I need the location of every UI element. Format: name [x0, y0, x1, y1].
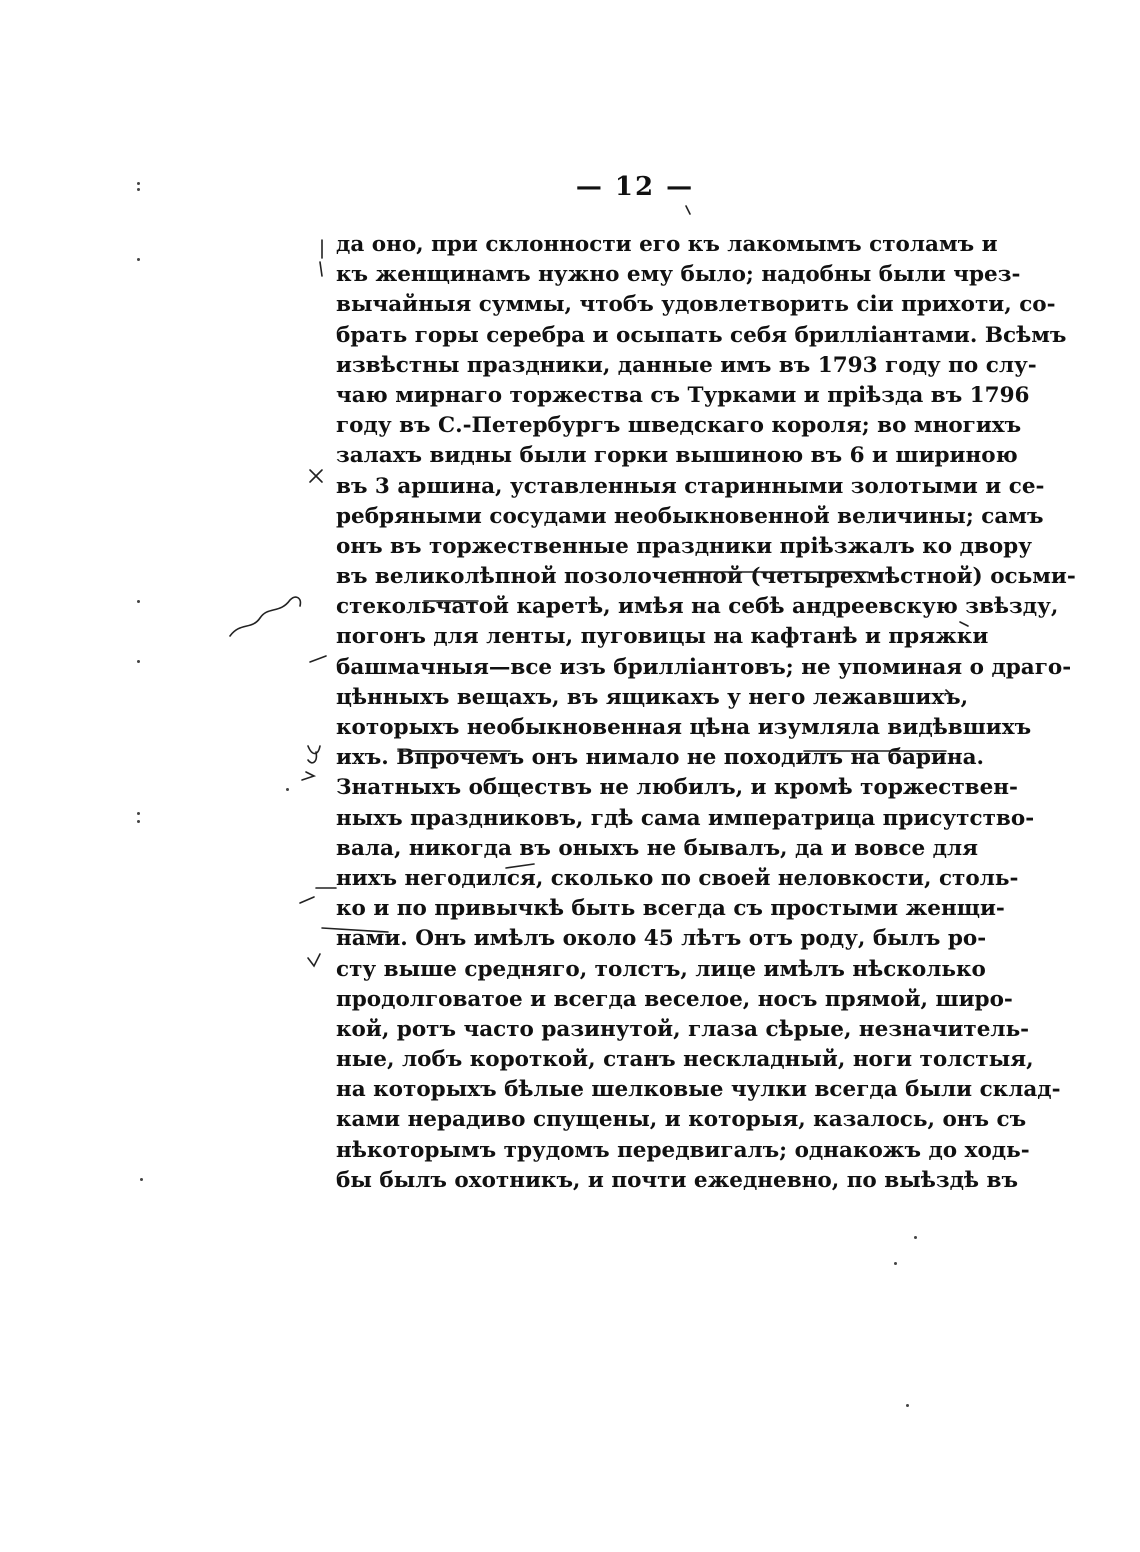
text-line: на которыхъ бѣлые шелковые чулки всегда были склад- — [336, 1077, 1061, 1103]
page-number: — 12 — — [575, 172, 695, 202]
dash-mark — [310, 656, 326, 662]
text-line: чаю мирнаго торжества съ Турками и пріѣзда въ 1796 — [336, 382, 1030, 408]
text-line: которыхъ необыкновенная цѣна изумляла видѣвшихъ — [336, 715, 1032, 740]
arrow-mark — [302, 772, 314, 780]
text-line: бы былъ охотникъ, и почти ежедневно, по выѣздѣ въ — [336, 1167, 1018, 1193]
strike-mark — [316, 888, 388, 932]
scribble-mark — [230, 597, 300, 636]
text-line: цѣнныхъ вещахъ, въ ящикахъ у него лежавшихъ, — [336, 684, 969, 710]
text-line: ные, лобъ короткой, станъ нескладный, ноги толстыя, — [336, 1047, 1034, 1073]
speck — [286, 788, 289, 791]
text-line: стекольчатой каретѣ, имѣя на себѣ андреевскую звѣзду, — [336, 594, 1059, 620]
speck — [137, 812, 140, 815]
strike-mark — [506, 864, 534, 868]
speck — [914, 1236, 917, 1239]
text-line: нами. Онъ имѣлъ около 45 лѣтъ отъ роду, былъ ро- — [336, 926, 987, 952]
text-line: въ 3 аршина, уставленныя старинными золотыми и се- — [336, 473, 1045, 499]
tick-mark — [946, 690, 950, 694]
text-line: ихъ. Впрочемъ онъ нимало не походилъ на барина. — [336, 745, 985, 771]
text-line: Знатныхъ обществъ не любилъ, и кромѣ торжествен- — [336, 775, 1018, 801]
text-line: ко и по привычкѣ быть всегда съ простыми женщи- — [336, 896, 1005, 922]
text-line: да оно, при склонности его къ лакомымъ столамъ и — [336, 232, 998, 257]
text-line: нѣкоторымъ трудомъ передвигалъ; однакожъ до ходь- — [336, 1137, 1030, 1163]
text-line: онъ въ торжественные праздники пріѣзжалъ ко двору — [336, 533, 1032, 559]
text-line: кой, ротъ часто разинутой, глаза сѣрые, незначитель- — [336, 1016, 1030, 1042]
text-line: ныхъ праздниковъ, гдѣ сама императрица присутство- — [336, 805, 1035, 831]
text-line: вала, никогда въ оныхъ не бывалъ, да и вовсе для — [336, 835, 979, 861]
speck — [137, 660, 140, 663]
text-line: брать горы серебра и осыпать себя брилліантами. Всѣмъ — [336, 322, 1067, 348]
text-line: башмачныя—все изъ брилліантовъ; не упоминая о драго- — [336, 654, 1072, 680]
speck — [137, 600, 140, 603]
text-line: къ женщинамъ нужно ему было; надобны были чрез- — [336, 262, 1021, 288]
text-line: продолговатое и всегда веселое, носъ прямой, широ- — [336, 986, 1013, 1012]
text-line: погонъ для ленты, пуговицы на кафтанѣ и пряжки — [336, 624, 989, 650]
glyph-mark — [308, 746, 320, 763]
bracket-mark — [320, 262, 322, 276]
text-line: залахъ видны были горки вышиною въ 6 и шириною — [336, 443, 1018, 469]
speck — [906, 1404, 909, 1407]
text-line: году въ С.-Петербургъ шведскаго короля; во многихъ — [336, 413, 1022, 439]
tick-mark — [960, 622, 968, 626]
text-line: вычайныя суммы, чтобъ удовлетворить сіи прихоти, со- — [336, 292, 1056, 318]
check-mark — [308, 954, 320, 966]
text-line: сту выше средняго, толстъ, лице имѣлъ нѣсколько — [336, 956, 986, 982]
speck — [140, 1178, 143, 1181]
tick-mark — [686, 206, 690, 214]
speck — [894, 1262, 897, 1265]
text-line: нихъ негодился, сколько по своей неловкости, столь- — [336, 865, 1019, 891]
text-line: въ великолѣпной позолоченной (четырехмѣстной) осьми- — [336, 564, 1076, 590]
dash-mark — [300, 897, 314, 903]
text-line: ками нерадиво спущены, и которыя, казалось, онъ съ — [336, 1107, 1027, 1133]
speck — [137, 258, 140, 261]
text-line: извѣстны праздники, данные имъ въ 1793 году по слу- — [336, 352, 1037, 378]
text-line: ребряными сосудами необыкновенной величины; самъ — [336, 503, 1044, 529]
speck — [137, 182, 140, 185]
speck — [137, 820, 140, 823]
cross-mark — [310, 470, 322, 482]
speck — [137, 188, 140, 191]
